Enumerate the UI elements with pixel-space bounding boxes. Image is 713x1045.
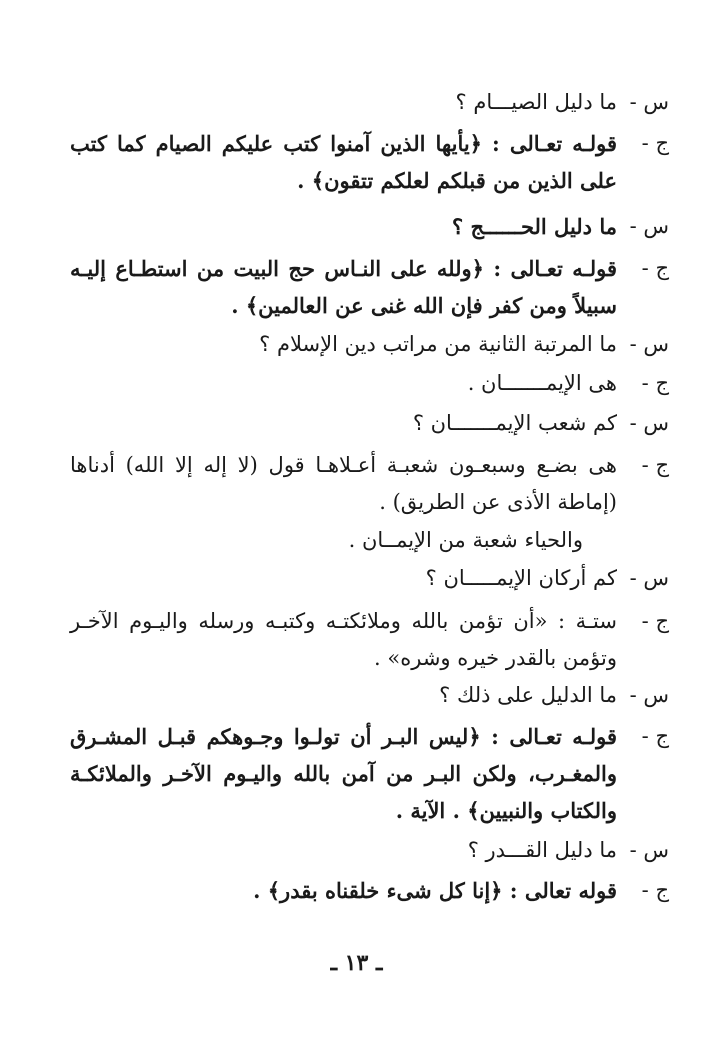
question-text: ما دليل الحــــــج ؟ xyxy=(452,214,617,239)
answer-marker: ج - xyxy=(641,609,669,633)
question-marker: س - xyxy=(629,411,669,435)
modesty-line xyxy=(70,522,583,559)
question-marker: س - xyxy=(629,332,669,356)
question-text: ما الدليل على ذلك ؟ xyxy=(439,683,617,707)
question-iman-pillars xyxy=(70,560,617,597)
question-text: كم شعب الإيمـــــــان ؟ xyxy=(412,411,617,435)
question-marker: س - xyxy=(629,683,669,707)
question-pillars-evidence xyxy=(70,677,617,714)
question-fasting-evidence xyxy=(70,84,617,121)
question-text: كم أركان الإيمـــــان ؟ xyxy=(425,566,617,590)
question-marker: س - xyxy=(629,214,669,238)
answer-qadar-verse xyxy=(70,872,617,909)
answer-birr-verse xyxy=(70,718,617,829)
answer-text: ستـة : «أن تؤمن بالله وملائكتـه وكتبـه ورسله واليـوم الآخـر وتؤمن بالقدر خيره وشره» . xyxy=(70,609,617,670)
question-text: ما المرتبة الثانية من مراتب دين الإسلام ؟ xyxy=(259,332,617,356)
answer-marker: ج - xyxy=(641,371,669,395)
answer-hajj-verse xyxy=(70,250,617,324)
answer-marker: ج - xyxy=(641,131,669,155)
answer-iman-branches xyxy=(70,447,617,521)
answer-marker: ج - xyxy=(641,453,669,477)
answer-text: هى بضـع وسبعـون شعبـة أعـلاهـا قول (لا إله إلا الله) أدناها (إماطة الأذى عن الطريق) . xyxy=(70,453,617,514)
answer-marker: ج - xyxy=(641,724,669,748)
continuation-text: والحياء شعبة من الإيمــان . xyxy=(348,528,583,552)
question-qadar-evidence xyxy=(70,832,617,869)
answer-iman-pillars xyxy=(70,603,617,677)
answer-text: هى الإيمـــــــان . xyxy=(467,371,617,395)
question-second-rank xyxy=(70,326,617,363)
question-text: ما دليل القـــدر ؟ xyxy=(467,838,617,862)
answer-iman xyxy=(70,365,617,402)
question-marker: س - xyxy=(629,838,669,862)
answer-marker: ج - xyxy=(641,878,669,902)
page-number: ـ ١٣ ـ xyxy=(330,950,383,976)
question-iman-branches xyxy=(70,405,617,442)
question-text: ما دليل الصيـــام ؟ xyxy=(455,90,617,114)
answer-text: قولـه تعـالى : ﴿يأيها الذين آمنوا كتب عليكم الصيام كما كتب على الذين من قبلكم لعلكم تتقون﴾ . xyxy=(70,131,617,193)
answer-text: قولـه تعـالى : ﴿ولله على النـاس حج البيت من استطـاع إليـه سبيلاً ومن كفر فإن الله غنى عن العالمين﴾ . xyxy=(70,256,617,318)
question-hajj-evidence xyxy=(70,208,617,245)
answer-text: قولـه تعـالى : ﴿ليس البـر أن تولـوا وجـوهكم قبـل المشـرق والمغـرب، ولكن البـر من آمن بالله واليـوم الآخـر والملائكـة والكتاب والنبيين﴾ . الآية . xyxy=(70,724,617,823)
answer-marker: ج - xyxy=(641,256,669,280)
question-marker: س - xyxy=(629,90,669,114)
answer-text: قوله تعالى : ﴿إنا كل شىء خلقناه بقدر﴾ . xyxy=(253,878,617,903)
question-marker: س - xyxy=(629,566,669,590)
answer-fasting-verse xyxy=(70,125,617,199)
